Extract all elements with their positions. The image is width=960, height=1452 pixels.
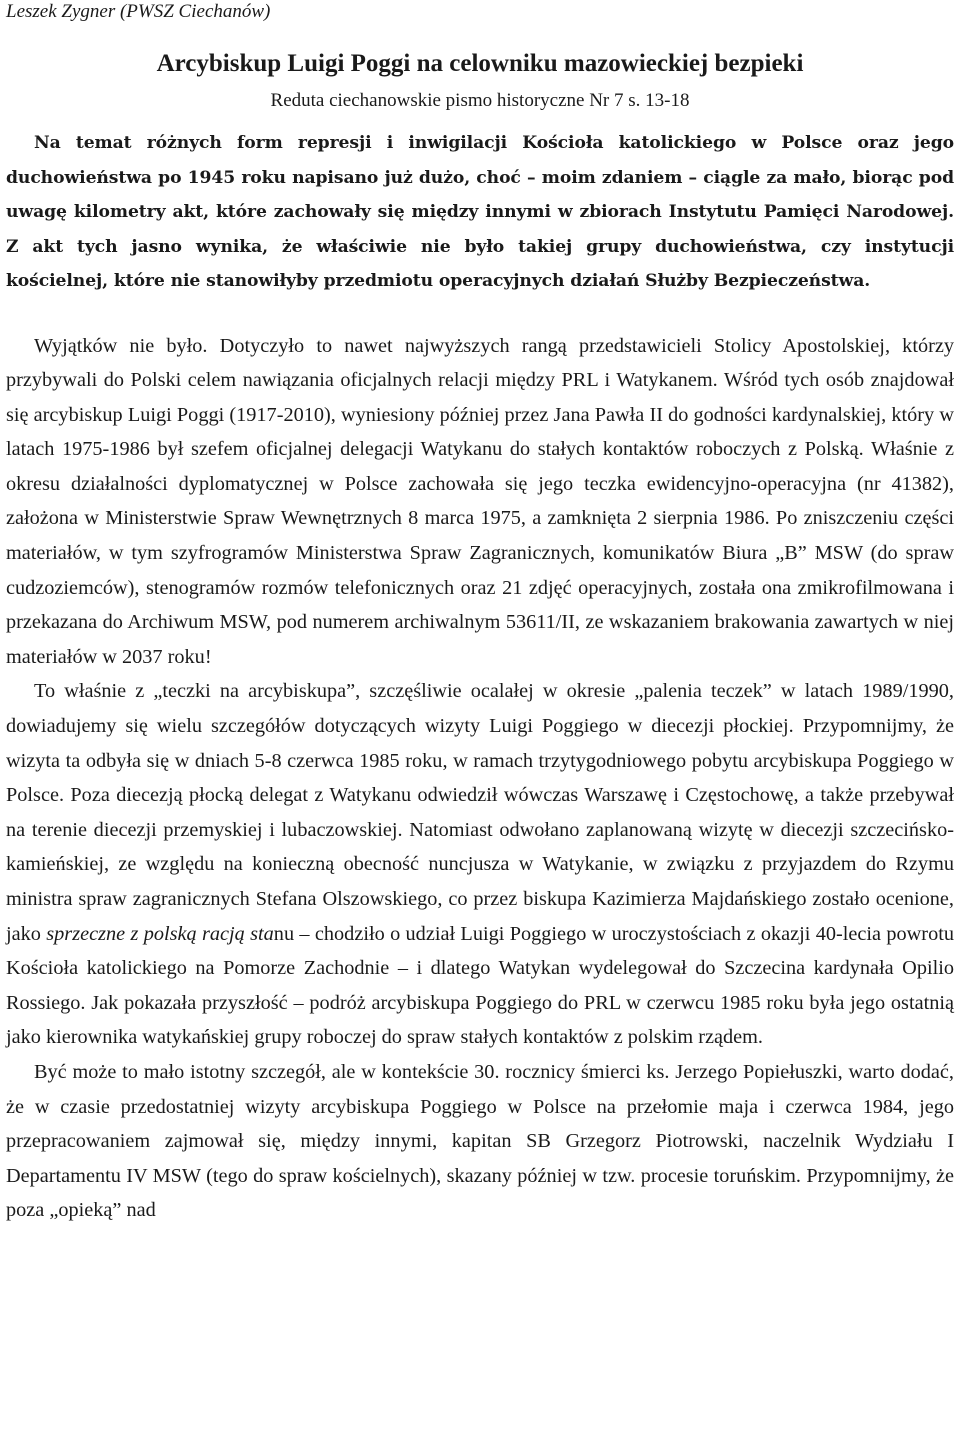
body-paragraph-2 [6,674,954,1055]
lead-paragraph: Na temat różnych form represji i inwigilacji Kościoła katolickiego w Polsce oraz jego duchowieństwa po 1945 roku napisano już dużo, choć – moim zdaniem – ciągle za mało, biorąc pod uwagę kilometry akt, które zachowały się między innymi w zbiorach Instytutu Pamięci Narodowej. Z akt tych jasno wynika, że właściwie nie było takiej grupy duchowieństwa, czy instytucji kościelnej, które nie stanowiłyby przedmiotu operacyjnych działań Służby Bezpieczeństwa. [6,133,954,291]
body-paragraph-2-part-a: To właśnie z „teczki na arcybiskupa”, szczęśliwie ocalałej w okresie „palenia teczek” w latach 1989/1990, dowiadujemy się wielu szczegółów dotyczących wizyty Luigi Poggiego w diecezji płockiej. Przypomnijmy, że wizyta ta odbyła się w dniach 5-8 czerwca 1985 roku, w ramach trzytygodniowego pobytu arcybiskupa Poggiego w Polsce. Poza diecezją płocką delegat z Watykanu odwiedził wówczas Warszawę i Częstochowę, a także przebywał na terenie diecezji przemyskiej i lubaczowskiej. Natomiast odwołano zaplanowaną wizytę w diecezji szczecińsko-kamieńskiej, ze względu na konieczną obecność nuncjusza w Watykanie, w związku z przyjazdem do Rzymu ministra spraw zagranicznych Stefana Olszowskiego, co przez biskupa Kazimierza Majdańskiego zostało ocenione, jako [6,680,954,945]
article-title: Arcybiskup Luigi Poggi na celowniku mazowieckiej bezpieki [156,50,804,77]
source-citation: Reduta ciechanowskie pismo historyczne Nr 7 s. 13-18 [270,90,690,111]
author-line: Leszek Zygner (PWSZ Ciechanów) [6,1,271,22]
document-page [6,0,954,1228]
body-paragraph-1: Wyjątków nie było. Dotyczyło to nawet najwyższych rangą przedstawicieli Stolicy Apostolskiej, którzy przybywali do Polski celem nawiązania oficjalnych relacji między PRL i Watykanem. Wśród tych osób znajdował się arcybiskup Luigi Poggi (1917-2010), wyniesiony później przez Jana Pawła II do godności kardynalskiej, który w latach 1975-1986 był szefem oficjalnej delegacji Watykanu do stałych kontaktów roboczych z Polską. Właśnie z okresu działalności dyplomatycznej w Polsce zachowała się jego teczka ewidencyjno-operacyjna (nr 41382), założona w Ministerstwie Spraw Wewnętrznych 8 marca 1975, a zamknięta 2 sierpnia 1986. Po zniszczeniu części materiałów, w tym szyfrogramów Ministerstwa Spraw Zagranicznych, komunikatów Biura „B” MSW (do spraw cudzoziemców), stenogramów rozmów telefonicznych oraz 21 zdjęć operacyjnych, została ona zmikrofilmowana i przekazana do Archiwum MSW, pod numerem archiwalnym 53611/II, ze wskazaniem brakowania zawartych w niej materiałów w 2037 roku! [6,334,954,668]
body-paragraph-2-part-b: nu – chodziło o udział Luigi Poggiego w uroczystościach z okazji 40-lecia powrotu Kościoła katolickiego na Pomorze Zachodnie – i dlatego Watykan wydelegował do Szczecina kardynała Opilio Rossiego. Jak pokazała przyszłość – podróż arcybiskupa Poggiego do PRL w czerwcu 1985 roku była jego ostatnią jako kierownika watykańskiej grupy roboczej do spraw stałych kontaktów z polskim rządem. [6,922,954,1049]
body-paragraph-2-italic-quote: sprzeczne z polską racją sta [46,922,274,945]
body-paragraph-3: Być może to mało istotny szczegół, ale w kontekście 30. rocznicy śmierci ks. Jerzego Popiełuszki, warto dodać, że w czasie przedostatniej wizyty arcybiskupa Poggiego w Polsce na przełomie maja i czerwca 1984, jego przepracowaniem zajmował się, między innymi, kapitan SB Grzegorz Piotrowski, naczelnik Wydziału I Departamentu IV MSW (tego do spraw kościelnych), skazany później w tzw. procesie toruńskim. Przypomnijmy, że poza „opieką” nad [6,1060,954,1222]
paragraph-gap [6,299,954,329]
